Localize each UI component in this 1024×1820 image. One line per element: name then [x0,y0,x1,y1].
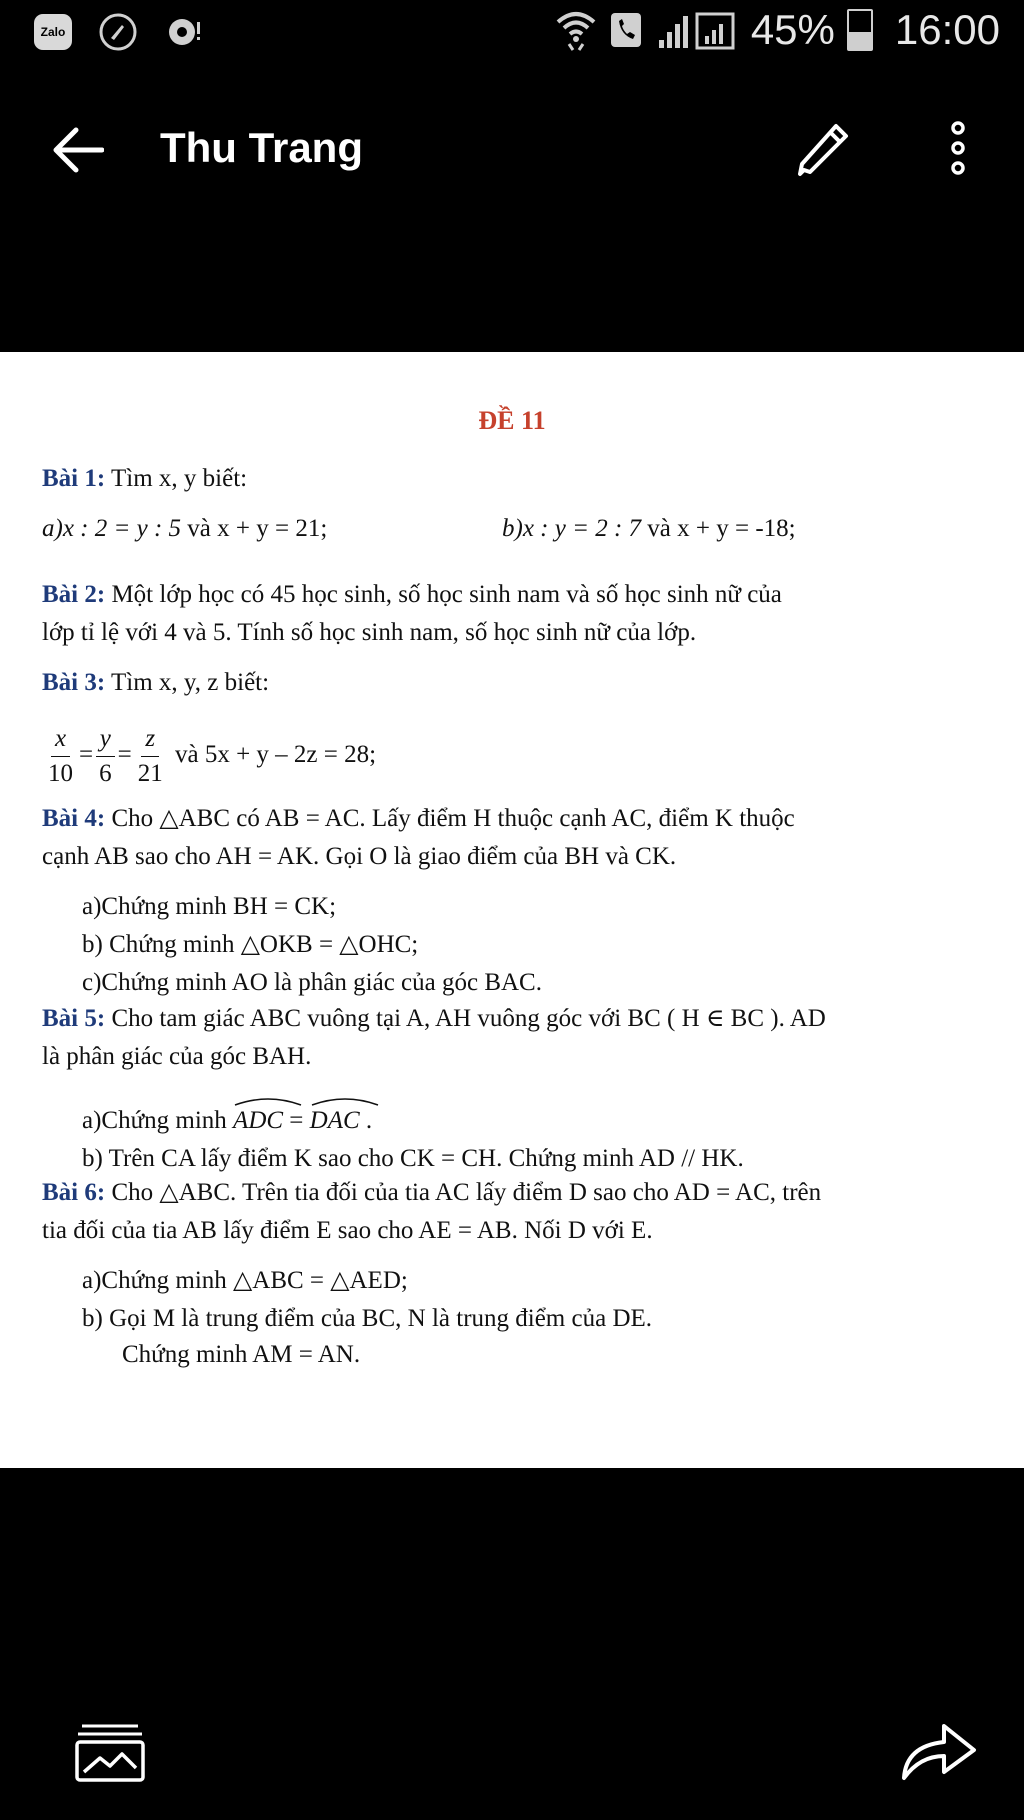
equals: = [117,741,132,769]
bai3-heading [42,664,269,702]
app-bar [0,72,1024,240]
bai6-part-b2: Chứng minh AM = AN. [122,1341,361,1368]
equals: = [283,1107,310,1134]
bai1-text: Tìm x, y biết: [105,465,248,492]
bai5-label: Bài 5: [42,1005,106,1032]
fraction-z-21 [134,722,167,791]
frac-den: 10 [48,760,73,787]
frac-num: z [141,722,159,757]
pencil-icon [790,116,854,180]
bai2-label: Bài 2: [42,581,106,608]
battery-icon [847,9,873,51]
phone-icon [609,11,643,49]
document-title: ĐỀ 11 [478,406,546,435]
zalo-icon: Zalo [34,14,72,50]
bai4-part-c: c)Chứng minh AO là phân giác của góc BAC. [82,969,542,996]
edit-button[interactable] [790,116,854,180]
bai4-part-b: b) Chứng minh △OKB = △OHC; [82,931,419,958]
back-arrow-icon [52,127,104,173]
bai6-text1: Cho △ABC. Trên tia đối của tia AC lấy điểm D sao cho AD = AC, trên [105,1179,822,1206]
frac-num: y [96,722,115,757]
bai6-part-a: a)Chứng minh △ABC = △AED; [82,1267,408,1294]
more-options-button[interactable] [930,116,986,180]
fraction-x-10 [44,722,77,791]
bai3-text: Tìm x, y, z biết: [105,669,270,696]
bai6-line1 [42,1174,821,1212]
bai1-b-label: b) [502,515,523,542]
call-icon [98,12,138,52]
gallery-button[interactable] [74,1720,146,1782]
bai5-text1: Cho tam giác ABC vuông tại A, AH vuông góc với BC ( H ∈ BC ). AD [105,1005,826,1032]
bai5-part-b: b) Trên CA lấy điểm K sao cho CK = CH. Chứng minh AD // HK. [82,1145,744,1172]
bai3-equation [42,722,376,791]
bai2-text1: Một lớp học có 45 học sinh, số học sinh nam và số học sinh nữ của [105,581,782,608]
messenger-icon [164,12,204,52]
bai1-label: Bài 1: [42,465,106,492]
wifi-icon [555,8,597,52]
frac-den: 21 [137,760,163,787]
bai5-line1 [42,1000,826,1038]
frac-den: 6 [99,760,112,787]
angle-adc [233,1096,283,1140]
bai1-b-expr: x : y = 2 : 7 [522,515,642,542]
angle-adc-label: ADC [233,1107,284,1134]
bai3-condition: và 5x + y – 2z = 28; [168,741,377,769]
bai5-line2: là phân giác của góc BAH. [42,1043,312,1070]
document-image[interactable] [0,352,1024,1468]
page-title: Thu Trang [160,124,363,171]
back-button[interactable] [48,124,108,176]
bai2-line2: lớp tỉ lệ với 4 và 5. Tính số học sinh nam, số học sinh nữ của lớp. [42,619,697,646]
frac-num: x [51,722,70,757]
bai5-a-prefix: a)Chứng minh [82,1107,234,1134]
bai1-b-rest: và x + y = -18; [641,515,796,542]
status-bar [0,0,1024,72]
bai6-label: Bài 6: [42,1179,106,1206]
signal-icon [655,10,739,50]
bai2-line1 [42,576,782,614]
share-arrow-icon [900,1716,978,1782]
equals: = [79,741,94,769]
bai5-part-a [82,1096,372,1140]
bai1-part-b [502,510,796,548]
bai4-part-a: a)Chứng minh BH = CK; [82,893,337,920]
battery-percent: 45% [750,6,835,53]
bai1-heading [42,460,247,498]
bai3-label: Bài 3: [42,669,106,696]
bai4-label: Bài 4: [42,805,106,832]
gallery-folder-icon [74,1720,146,1782]
clock: 16:00 [894,6,1000,53]
bai1-part-a [42,510,327,548]
angle-dac-label: DAC [309,1107,360,1134]
bai6-line2: tia đối của tia AB lấy điểm E sao cho AE = AB. Nối D với E. [42,1217,653,1244]
bai4-text1: Cho △ABC có AB = AC. Lấy điểm H thuộc cạnh AC, điểm K thuộc [105,805,795,832]
bai4-line2: cạnh AB sao cho AH = AK. Gọi O là giao điểm của BH và CK. [42,843,677,870]
bai1-a-label: a) [42,515,63,542]
period: . [359,1107,373,1134]
bai1-a-rest: và x + y = 21; [181,515,328,542]
bottom-bar [0,1468,1024,1820]
fraction-y-6 [95,722,116,791]
battery-level [849,32,871,49]
more-vertical-icon [948,120,968,176]
angle-dac [310,1096,360,1140]
bai6-part-b: b) Gọi M là trung điểm của BC, N là trung điểm của DE. [82,1305,653,1332]
share-button[interactable] [900,1716,978,1782]
bai1-a-expr: x : 2 = y : 5 [62,515,182,542]
bai4-line1 [42,800,795,838]
